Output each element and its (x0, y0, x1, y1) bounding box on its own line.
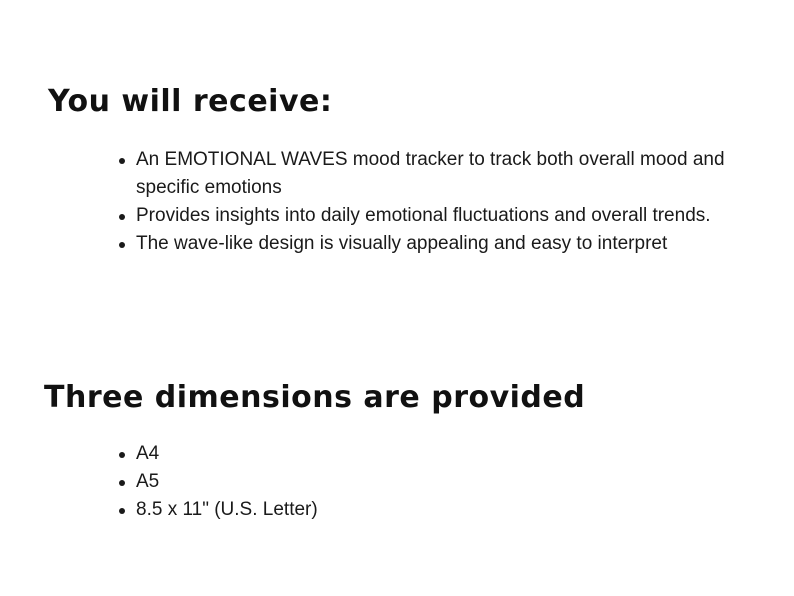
list-item: A4 (117, 440, 517, 468)
list-item: The wave-like design is visually appealing and easy to interpret (117, 230, 737, 258)
receive-list (117, 146, 737, 258)
dimensions-heading: Three dimensions are provided (44, 380, 586, 415)
list-item: Provides insights into daily emotional fluctuations and overall trends. (117, 202, 737, 230)
list-item: 8.5 x 11" (U.S. Letter) (117, 496, 517, 524)
receive-heading: You will receive: (48, 84, 333, 119)
list-item: An EMOTIONAL WAVES mood tracker to track both overall mood and specific emotions (117, 146, 737, 202)
list-item: A5 (117, 468, 517, 496)
dimensions-list (117, 440, 517, 524)
